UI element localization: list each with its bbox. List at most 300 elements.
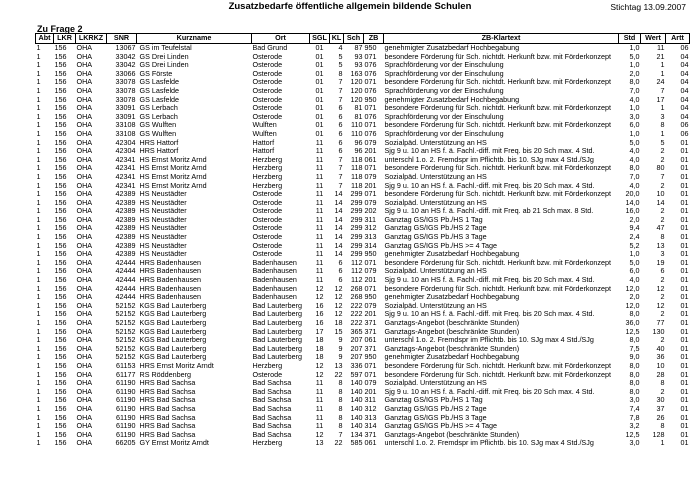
table-cell: Herzberg	[252, 172, 283, 181]
table-cell: 5,2	[629, 241, 640, 250]
table-cell: 1	[36, 172, 41, 181]
table-cell: 140	[350, 404, 363, 413]
table-cell: 156	[54, 327, 67, 336]
table-cell: genehmigter Zusatzbedarf Hochbegabung	[384, 43, 520, 52]
table-cell: 163	[350, 69, 363, 78]
table-cell: 268	[350, 293, 363, 302]
table-cell: Osterode	[252, 233, 283, 242]
table-cell: 071	[364, 284, 377, 293]
table-cell: 61177	[116, 370, 136, 379]
table-cell: 11	[315, 396, 324, 405]
table-cell: HS Neustädter	[139, 190, 187, 199]
table-cell: 118	[351, 155, 363, 164]
table-cell: 112	[351, 267, 363, 276]
column-header: Kurzname	[137, 34, 252, 44]
table-cell: OHA	[76, 138, 93, 147]
table-cell: 04	[680, 52, 689, 61]
table-cell: 7	[660, 86, 665, 95]
table-cell: 61190	[116, 422, 136, 431]
table-cell: 52152	[115, 301, 136, 310]
table-cell: HS Neustädter	[139, 241, 187, 250]
table-cell: 14	[334, 190, 343, 199]
section-heading: Zu Frage 2	[37, 24, 83, 34]
table-cell: 13	[334, 361, 343, 370]
table-cell: 1	[660, 104, 665, 113]
table-cell: 61190	[116, 404, 136, 413]
table-cell: 8,0	[629, 164, 640, 173]
table-cell: HS Neustädter	[139, 233, 187, 242]
table-cell: GS Lasfelde	[139, 86, 180, 95]
table-cell: OHA	[76, 129, 93, 138]
table-cell: 1	[36, 52, 41, 61]
table-cell: 311	[364, 215, 376, 224]
table-cell: HRS Bad Sachsa	[139, 396, 196, 405]
table-cell: 130	[652, 327, 665, 336]
table-cell: HRS Bad Sachsa	[139, 387, 196, 396]
table-cell: 01	[680, 327, 689, 336]
table-cell: 156	[54, 233, 67, 242]
table-cell: 01	[315, 112, 324, 121]
table-cell: 11	[315, 138, 324, 147]
table-cell: 42444	[115, 267, 136, 276]
table-row	[36, 388, 690, 397]
column-header: ZB	[364, 34, 384, 44]
table-cell: 207	[350, 353, 363, 362]
table-cell: 12	[334, 301, 343, 310]
table-cell: RS Röddenberg	[139, 370, 192, 379]
table-cell: 33108	[115, 121, 136, 130]
table-row	[36, 156, 690, 165]
table-cell: HS Neustädter	[139, 250, 187, 259]
table-cell: 8	[660, 121, 665, 130]
table-cell: 1	[36, 336, 41, 345]
table-cell: 222	[350, 319, 363, 327]
table-cell: 110	[351, 121, 363, 130]
table-cell: 14,0	[625, 198, 640, 207]
table-cell: HS Ernst Moritz Arnd	[139, 172, 207, 181]
table-cell: GS Drei Linden	[139, 61, 189, 70]
table-cell: KGS Bad Lauterberg	[139, 336, 207, 345]
table-cell: 8	[338, 413, 343, 422]
table-cell: 11	[315, 379, 324, 388]
table-cell: 11	[315, 413, 324, 422]
table-cell: 04	[680, 112, 689, 121]
table-cell: 01	[680, 181, 689, 190]
table-cell: 156	[54, 69, 67, 78]
table-cell: 061	[364, 439, 377, 448]
table-cell: 076	[364, 69, 377, 78]
table-cell: 1	[36, 379, 41, 388]
document-title: Zusatzbedarfe öffentliche allgemein bildende Schulen	[228, 1, 472, 12]
table-cell: OHA	[76, 404, 93, 413]
table-cell: 4,0	[629, 95, 640, 104]
table-cell: 8	[338, 396, 343, 405]
table-cell: Hattorf	[252, 147, 275, 156]
table-cell: OHA	[76, 104, 93, 113]
table-cell: 11	[315, 198, 324, 207]
table-cell: 2	[660, 276, 665, 285]
table-cell: 12	[656, 301, 665, 310]
table-cell: 1	[36, 370, 41, 379]
table-cell: 24	[656, 78, 665, 87]
table-cell: KGS Bad Lauterberg	[139, 310, 207, 319]
table-cell: 18	[315, 353, 324, 362]
table-cell: 8,0	[629, 361, 640, 370]
table-cell: 12	[315, 430, 324, 439]
table-cell: 156	[54, 301, 67, 310]
table-cell: 5	[660, 138, 665, 147]
table-cell: 371	[364, 344, 377, 353]
table-cell: 1	[36, 293, 41, 302]
table-cell: 14	[334, 198, 343, 207]
table-cell: Sjg 9 u. 10 an HS f. ä. Fachl.-diff. mit Freq. bis 20 Sch max. 4 Std.	[384, 181, 595, 190]
table-cell: 156	[54, 250, 67, 259]
table-cell: Badenhausen	[252, 276, 297, 285]
table-cell: 156	[54, 353, 67, 362]
table-cell: 42444	[115, 258, 136, 267]
table-cell: 4,0	[629, 276, 640, 285]
table-cell: 6	[338, 121, 343, 130]
table-cell: 4	[338, 43, 343, 52]
table-cell: 4,0	[629, 181, 640, 190]
table-cell: 299	[350, 207, 363, 216]
table-cell: Bad Sachsa	[252, 422, 292, 431]
table-cell: Sozialpäd. Unterstützung an HS	[384, 301, 487, 310]
table-cell: 207	[350, 344, 363, 353]
table-cell: GS im Teufelstal	[139, 43, 192, 52]
table-row	[36, 422, 690, 431]
table-cell: 156	[54, 267, 67, 276]
column-header: Ort	[252, 34, 310, 44]
table-cell: 118	[351, 164, 363, 173]
table-cell: 66205	[115, 439, 136, 448]
table-cell: 01	[680, 207, 689, 216]
table-cell: 1	[36, 301, 41, 310]
table-cell: Osterode	[252, 250, 283, 259]
table-cell: unterschl 1.o. 2. Fremdspr im Pflichtb. bis 10. SJg max 4 Std./SJg	[384, 336, 594, 345]
table-cell: 11	[315, 224, 324, 233]
table-cell: 7	[338, 95, 343, 104]
table-body	[36, 44, 690, 448]
table-cell: OHA	[76, 293, 93, 302]
table-cell: OHA	[76, 301, 93, 310]
table-row	[36, 259, 690, 268]
table-cell: GS Drei Linden	[139, 52, 189, 61]
table-cell: 156	[54, 241, 67, 250]
table-cell: 01	[680, 138, 689, 147]
table-row	[36, 147, 690, 156]
table-cell: 01	[680, 172, 689, 181]
table-cell: 156	[54, 370, 67, 379]
table-cell: OHA	[76, 43, 93, 52]
table-cell: 42341	[115, 172, 136, 181]
table-cell: 1	[36, 138, 41, 147]
table-cell: 201	[364, 147, 377, 156]
table-cell: Badenhausen	[252, 293, 297, 302]
table-cell: 156	[54, 319, 67, 327]
table-cell: 01	[680, 430, 689, 439]
table-row	[36, 190, 690, 199]
table-cell: 01	[680, 336, 689, 345]
table-cell: HRS Bad Sachsa	[139, 422, 196, 431]
table-cell: 1	[36, 422, 41, 431]
table-cell: 14	[334, 233, 343, 242]
table-cell: Sozialpäd. Unterstützung an HS	[384, 198, 487, 207]
table-cell: 9	[338, 353, 343, 362]
table-row	[36, 61, 690, 70]
table-cell: 071	[364, 78, 377, 87]
table-cell: Sprachförderung vor der Einschulung	[384, 61, 504, 70]
table-cell: Sjg 9 u. 10 an HS f. ä. Fachl.-diff. mit Freq. bis 20 Sch max. 4 Std.	[384, 387, 595, 396]
table-cell: 8,0	[629, 336, 640, 345]
table-cell: 128	[652, 430, 665, 439]
table-cell: 11	[315, 422, 324, 431]
table-cell: 1	[36, 61, 41, 70]
table-cell: OHA	[76, 241, 93, 250]
table-row	[36, 199, 690, 208]
table-cell: 8,0	[629, 78, 640, 87]
table-cell: HRS Hattorf	[139, 147, 179, 156]
reference-date: Stichtag 13.09.2007	[610, 2, 686, 12]
table-cell: Osterode	[252, 69, 283, 78]
table-cell: 22	[334, 439, 343, 448]
table-cell: 597	[350, 370, 363, 379]
table-cell: 16	[315, 301, 324, 310]
table-cell: 11	[315, 172, 324, 181]
table-cell: Osterode	[252, 104, 283, 113]
table-cell: 365	[350, 327, 363, 336]
table-cell: 33042	[115, 61, 136, 70]
table-row	[36, 182, 690, 191]
table-cell: 01	[315, 61, 324, 70]
table-row	[36, 173, 690, 182]
table-cell: Ganztags-Angebot (beschränkte Stunden)	[384, 344, 520, 353]
table-cell: besondere Förderung für Sch. nichtdt. Herkunft bzw. mit Förderkonzept	[384, 284, 612, 293]
table-cell: 1	[36, 284, 41, 293]
table-row	[36, 216, 690, 225]
table-cell: 52152	[115, 327, 136, 336]
table-cell: 8,0	[629, 387, 640, 396]
table-cell: 01	[315, 129, 324, 138]
table-cell: 11	[315, 276, 324, 285]
table-cell: 1	[36, 224, 41, 233]
table-cell: 11	[657, 43, 665, 52]
table-cell: HRS Badenhausen	[139, 276, 202, 285]
table-cell: 371	[364, 319, 377, 327]
table-cell: 01	[680, 276, 689, 285]
table-cell: Sjg 9 u. 10 an HS f. ä. Fachl.-diff. mit Freq. ab 21 Sch max. 8 Std.	[384, 207, 594, 216]
table-cell: 16	[315, 310, 324, 319]
table-cell: 33078	[115, 78, 136, 87]
table-cell: 61153	[116, 361, 136, 370]
table-cell: Sprachförderung vor der Einschulung	[384, 69, 504, 78]
table-cell: Bad Lauterberg	[252, 344, 303, 353]
table-cell: 156	[54, 215, 67, 224]
table-cell: OHA	[76, 215, 93, 224]
table-cell: 37	[656, 404, 665, 413]
table-cell: 2	[660, 207, 665, 216]
table-cell: 950	[364, 353, 377, 362]
table-row	[36, 310, 690, 319]
table-cell: 01	[680, 344, 689, 353]
table-cell: 1	[36, 147, 41, 156]
table-cell: 336	[350, 361, 363, 370]
table-cell: 7,8	[629, 413, 640, 422]
table-cell: 299	[350, 241, 363, 250]
table-cell: 01	[680, 353, 689, 362]
table-cell: 13067	[115, 43, 136, 52]
table-cell: 01	[680, 241, 689, 250]
table-cell: 079	[364, 138, 377, 147]
table-cell: 079	[364, 172, 377, 181]
table-cell: 11	[315, 207, 324, 216]
table-cell: 1	[36, 430, 41, 439]
table-cell: 01	[680, 267, 689, 276]
table-cell: 6	[660, 267, 665, 276]
table-cell: 18	[334, 319, 343, 327]
table-cell: Osterode	[252, 215, 283, 224]
table-cell: 01	[680, 284, 689, 293]
table-cell: Hattorf	[252, 138, 275, 147]
table-cell: 156	[54, 224, 67, 233]
table-row	[36, 439, 690, 448]
table-cell: OHA	[76, 86, 93, 95]
table-row	[36, 431, 690, 440]
table-cell: 312	[364, 224, 377, 233]
table-cell: 299	[350, 215, 363, 224]
table-row	[36, 267, 690, 276]
table-cell: 071	[364, 104, 377, 113]
table-cell: 156	[54, 361, 67, 370]
table-cell: Bad Lauterberg	[252, 319, 303, 327]
table-cell: Sprachförderung vor der Einschulung	[384, 112, 504, 121]
table-cell: 1,0	[629, 250, 640, 259]
table-cell: 156	[54, 422, 67, 431]
table-cell: 1	[36, 241, 41, 250]
table-cell: OHA	[76, 361, 93, 370]
table-row	[36, 207, 690, 216]
table-cell: 299	[350, 190, 363, 199]
table-cell: 42304	[115, 147, 136, 156]
table-cell: 01	[680, 293, 689, 302]
table-cell: 14	[334, 224, 343, 233]
table-cell: OHA	[76, 198, 93, 207]
table-cell: Herzberg	[252, 361, 283, 370]
table-cell: 01	[315, 78, 324, 87]
table-cell: 01	[680, 164, 689, 173]
table-cell: besondere Förderung für Sch. nichtdt. Herkunft bzw. mit Förderkonzept	[384, 370, 612, 379]
table-cell: 5,0	[629, 52, 640, 61]
table-cell: 17	[315, 327, 324, 336]
table-cell: HS Ernst Moritz Arnd	[139, 155, 207, 164]
table-cell: 12,5	[625, 430, 640, 439]
table-cell: 12	[334, 284, 343, 293]
table-cell: 61190	[116, 387, 136, 396]
table-cell: 96	[354, 147, 363, 156]
table-cell: 01	[680, 439, 689, 448]
table-cell: 01	[680, 413, 689, 422]
table-cell: 7	[338, 86, 343, 95]
table-cell: 52152	[115, 310, 136, 319]
table-cell: 2	[660, 293, 665, 302]
table-cell: 156	[54, 439, 67, 448]
table-cell: 61190	[116, 396, 136, 405]
table-cell: 04	[680, 86, 689, 95]
table-cell: 222	[350, 301, 363, 310]
table-cell: 156	[54, 379, 67, 388]
table-cell: 1	[36, 413, 41, 422]
table-cell: 950	[364, 95, 377, 104]
table-cell: 40	[656, 344, 665, 353]
table-cell: Osterode	[252, 241, 283, 250]
table-cell: 1	[36, 258, 41, 267]
table-cell: 33091	[115, 112, 136, 121]
table-cell: 3,0	[629, 112, 640, 121]
table-cell: 12	[315, 284, 324, 293]
table-cell: Ganztag GS/IGS Pb./HS 1 Tag	[384, 396, 483, 405]
table-cell: 1	[36, 43, 41, 52]
table-cell: 140	[350, 387, 363, 396]
table-cell: 01	[315, 104, 324, 113]
table-cell: 201	[364, 387, 377, 396]
table-cell: 1	[36, 215, 41, 224]
table-cell: unterschl 1.o. 2. Fremdspr im Pflichtb. bis 10. SJg max 4 Std./SJg	[384, 439, 594, 448]
table-cell: 207	[350, 336, 363, 345]
table-cell: 950	[364, 293, 377, 302]
table-cell: OHA	[76, 121, 93, 130]
table-cell: 01	[315, 43, 324, 52]
table-cell: OHA	[76, 164, 93, 173]
table-cell: 01	[680, 215, 689, 224]
table-cell: 1	[36, 95, 41, 104]
table-cell: 118	[351, 181, 363, 190]
table-cell: OHA	[76, 387, 93, 396]
table-cell: 4,0	[629, 147, 640, 156]
table-cell: 4,0	[629, 155, 640, 164]
table-cell: 313	[364, 413, 377, 422]
table-cell: 1	[36, 155, 41, 164]
table-cell: 2,0	[629, 215, 640, 224]
table-cell: 33108	[115, 129, 136, 138]
table-cell: 6	[338, 138, 343, 147]
table-cell: Bad Lauterberg	[252, 353, 303, 362]
table-cell: Osterode	[252, 370, 283, 379]
table-cell: 42341	[115, 164, 136, 173]
table-cell: 11	[315, 181, 324, 190]
table-cell: HS Ernst Moritz Arnd	[139, 164, 207, 173]
table-row	[36, 53, 690, 62]
table-cell: HS Ernst Moritz Arnd	[139, 181, 207, 190]
table-cell: Bad Sachsa	[252, 387, 292, 396]
table-cell: 314	[364, 241, 377, 250]
table-cell: 13	[315, 439, 324, 448]
table-cell: 314	[364, 422, 377, 431]
table-cell: OHA	[76, 276, 93, 285]
table-cell: HRS Bad Sachsa	[139, 404, 196, 413]
table-cell: 1,0	[629, 129, 640, 138]
table-cell: KGS Bad Lauterberg	[139, 319, 207, 327]
table-row	[36, 336, 690, 345]
table-cell: 156	[54, 147, 67, 156]
table-row	[36, 405, 690, 414]
table-cell: 2,0	[629, 293, 640, 302]
table-cell: KGS Bad Lauterberg	[139, 327, 207, 336]
table-cell: OHA	[76, 422, 93, 431]
table-cell: 11	[315, 190, 324, 199]
table-cell: 93	[354, 52, 363, 61]
table-cell: 8,0	[629, 310, 640, 319]
table-cell: 04	[680, 95, 689, 104]
